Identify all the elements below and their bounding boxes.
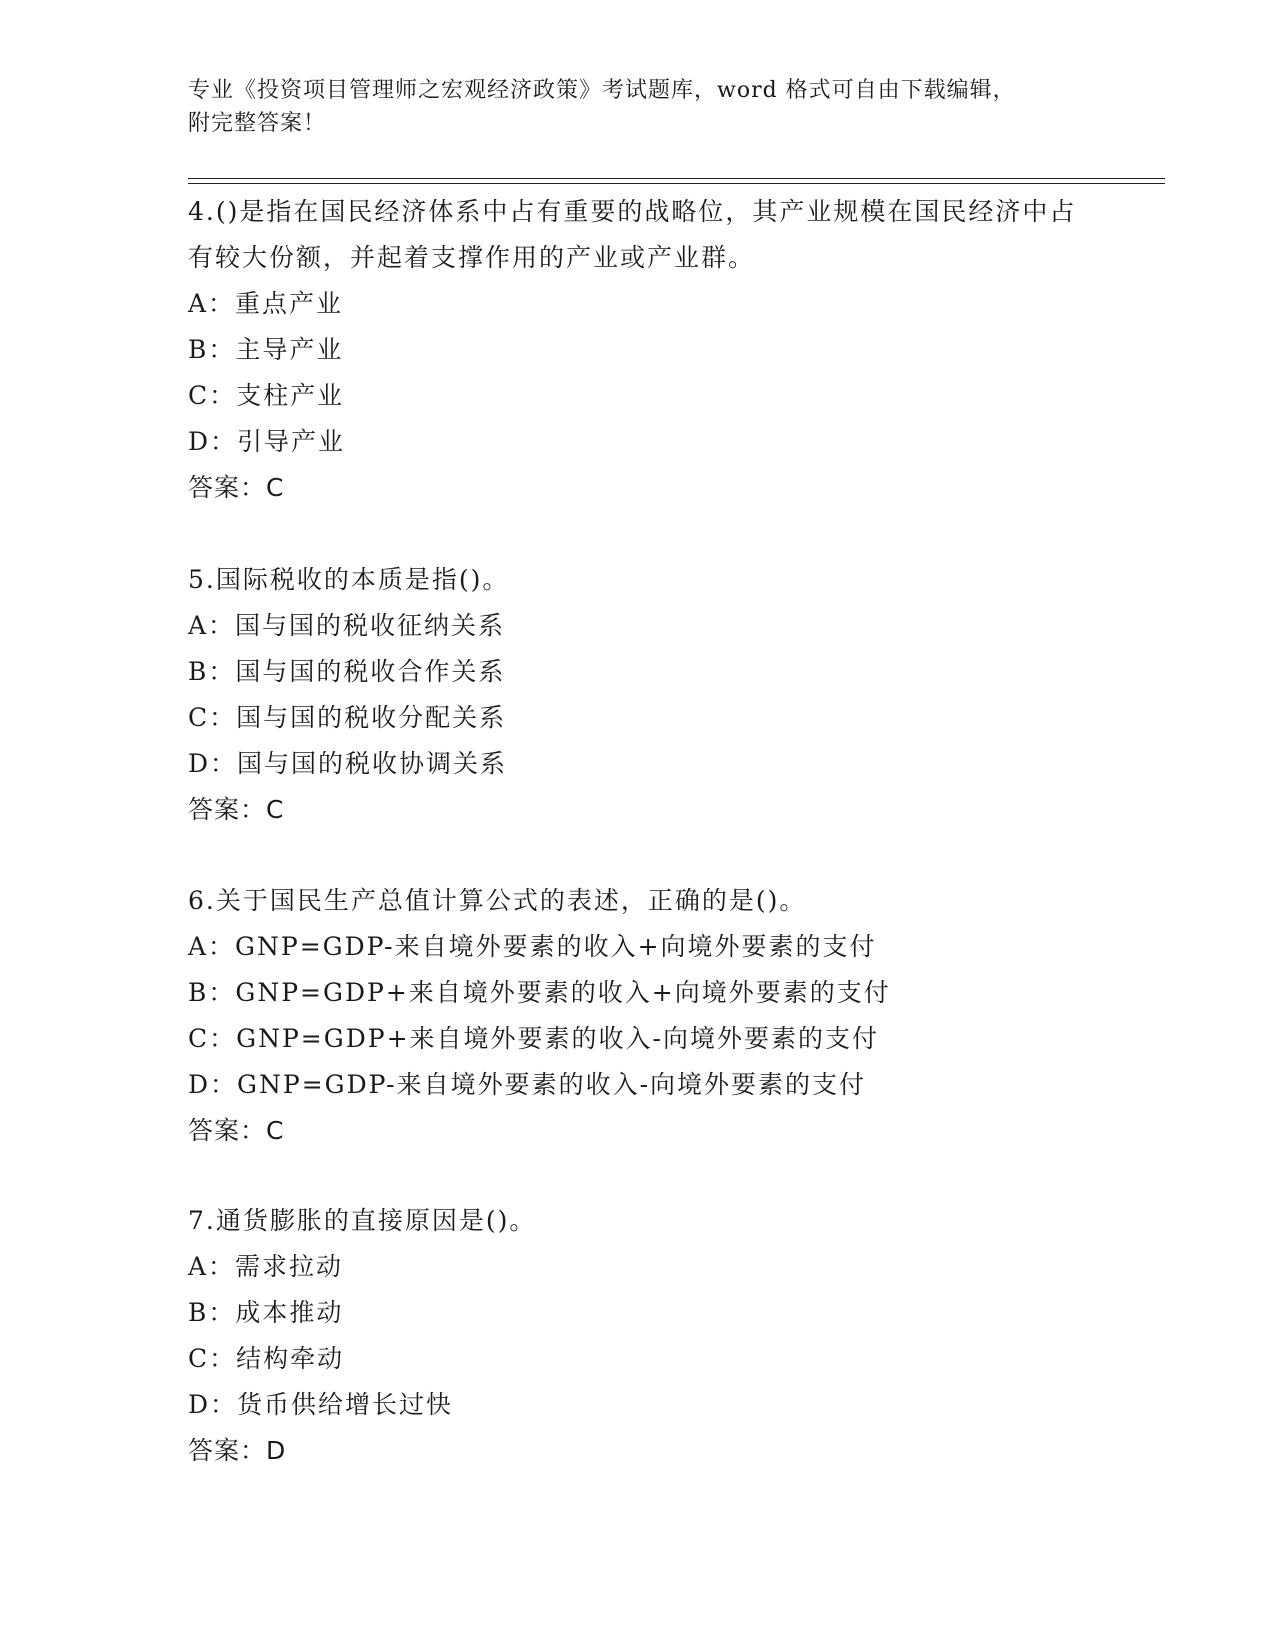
option-b: B：主导产业 xyxy=(188,335,344,364)
option-b: B：GNP=GDP+来自境外要素的收入+向境外要素的支付 xyxy=(188,978,891,1007)
option-d: D：货币供给增长过快 xyxy=(188,1390,454,1419)
answer-line: 答案：D xyxy=(188,1436,287,1465)
header-divider-top xyxy=(188,178,1165,179)
option-d: D：引导产业 xyxy=(188,427,346,456)
option-c: C：结构牵动 xyxy=(188,1344,345,1373)
question-6 xyxy=(188,878,1088,1154)
option-a: A：重点产业 xyxy=(188,289,344,318)
question-5 xyxy=(188,557,1088,833)
question-stem: 5.国际税收的本质是指()。 xyxy=(188,565,510,594)
option-d: D：国与国的税收协调关系 xyxy=(188,749,508,778)
option-a: A：需求拉动 xyxy=(188,1252,344,1281)
question-stem: 4.()是指在国民经济体系中占有重要的战略位，其产业规模在国民经济中占有较大份额，并起着支撑作用的产业或产业群。 xyxy=(188,197,1077,272)
document-header xyxy=(188,74,1088,140)
answer-line: 答案：C xyxy=(188,473,285,502)
option-d: D：GNP=GDP-来自境外要素的收入-向境外要素的支付 xyxy=(188,1070,867,1099)
question-7 xyxy=(188,1198,1088,1474)
question-4 xyxy=(188,189,1088,511)
question-stem: 6.关于国民生产总值计算公式的表述，正确的是()。 xyxy=(188,886,807,915)
answer-line: 答案：C xyxy=(188,1116,285,1145)
header-line-1: 专业《投资项目管理师之宏观经济政策》考试题库，word 格式可自由下载编辑， xyxy=(188,78,1016,103)
option-c: C：国与国的税收分配关系 xyxy=(188,703,507,732)
header-divider-bottom xyxy=(188,183,1165,184)
option-b: B：成本推动 xyxy=(188,1298,344,1327)
option-c: C：支柱产业 xyxy=(188,381,345,410)
answer-line: 答案：C xyxy=(188,795,285,824)
option-a: A：国与国的税收征纳关系 xyxy=(188,611,506,640)
question-stem: 7.通货膨胀的直接原因是()。 xyxy=(188,1206,537,1235)
header-line-2: 附完整答案！ xyxy=(188,111,327,136)
option-c: C：GNP=GDP+来自境外要素的收入-向境外要素的支付 xyxy=(188,1024,879,1053)
option-a: A：GNP=GDP-来自境外要素的收入+向境外要素的支付 xyxy=(188,932,877,961)
option-b: B：国与国的税收合作关系 xyxy=(188,657,506,686)
